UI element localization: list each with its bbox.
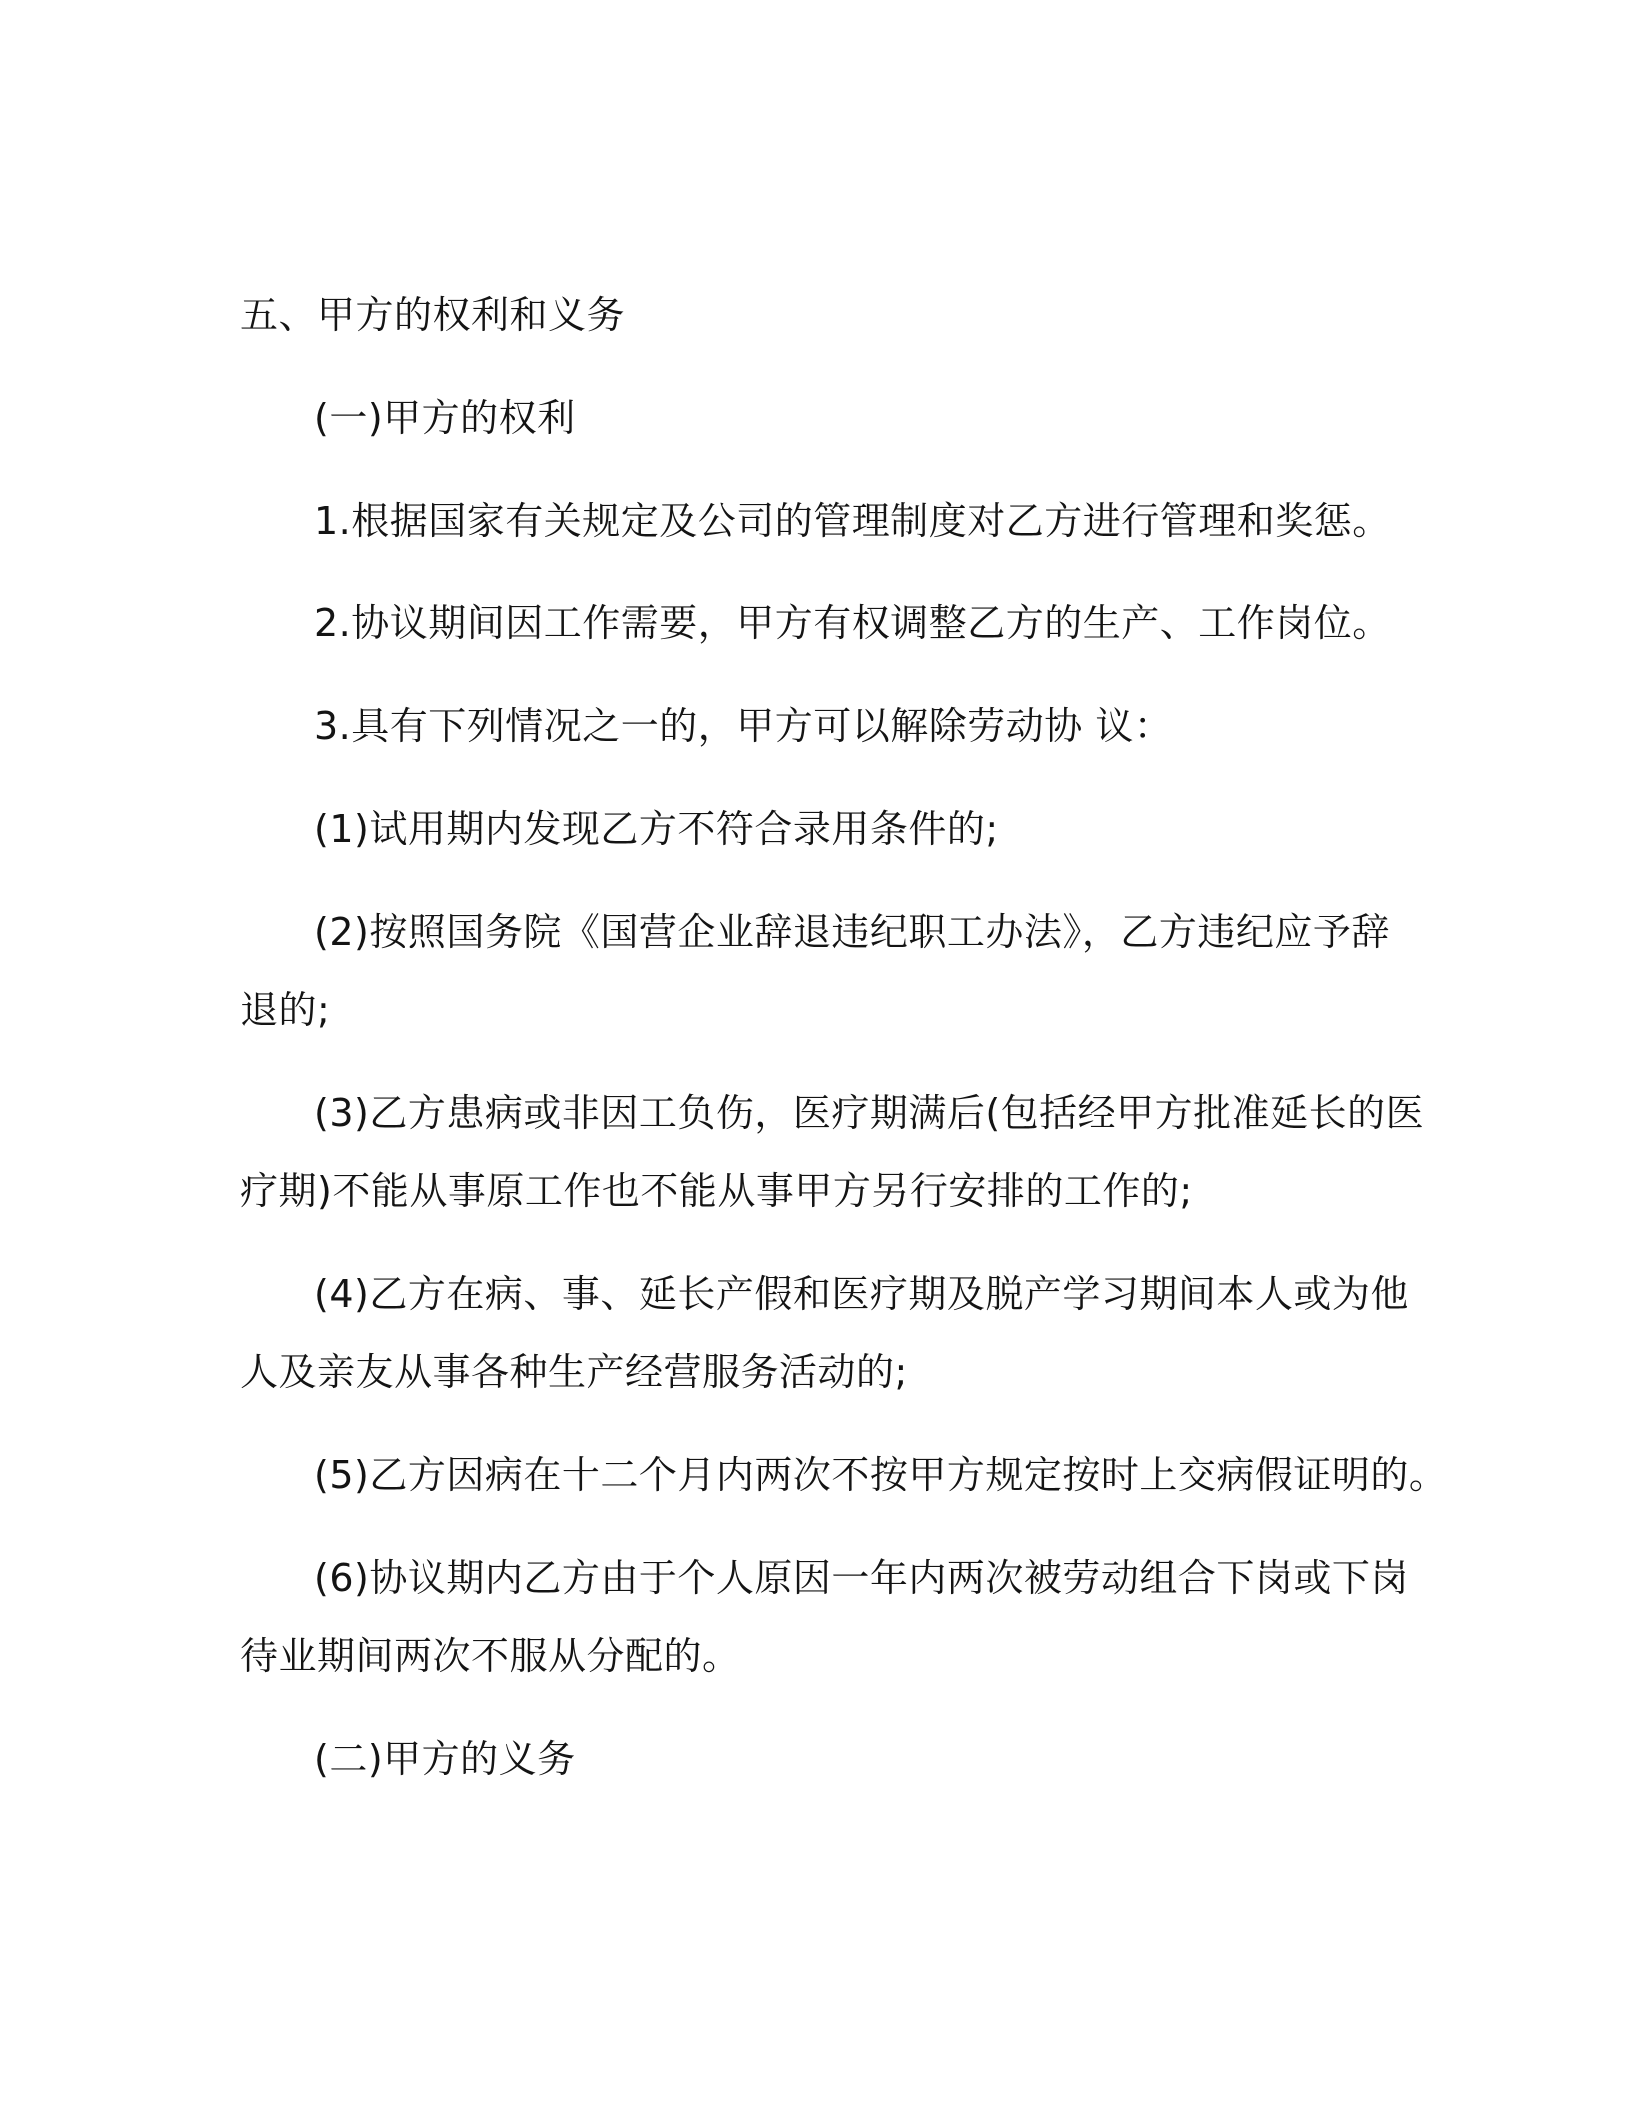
subsection-rights-heading: (一)甲方的权利 [314, 396, 576, 440]
paragraph-sub-1: (1)试用期内发现乙方不符合录用条件的; [314, 807, 999, 851]
paragraph-sub-2-line-2: 退的; [240, 988, 331, 1032]
section-heading: 五、甲方的权利和义务 [240, 293, 626, 337]
paragraph-sub-4-line-1: (4)乙方在病、事、延长产假和医疗期及脱产学习期间本人或为他 [314, 1272, 1409, 1316]
paragraph-sub-6-line-2: 待业期间两次不服从分配的。 [240, 1634, 741, 1678]
paragraph-item-1: 1.根据国家有关规定及公司的管理制度对乙方进行管理和奖惩。 [314, 499, 1391, 543]
paragraph-item-3: 3.具有下列情况之一的，甲方可以解除劳动协 议： [314, 704, 1173, 748]
paragraph-item-2: 2.协议期间因工作需要，甲方有权调整乙方的生产、工作岗位。 [314, 601, 1391, 645]
paragraph-sub-4-line-2: 人及亲友从事各种生产经营服务活动的; [240, 1350, 908, 1394]
paragraph-sub-5: (5)乙方因病在十二个月内两次不按甲方规定按时上交病假证明的。 [314, 1453, 1448, 1497]
paragraph-sub-3-line-1: (3)乙方患病或非因工负伤，医疗期满后(包括经甲方批准延长的医 [314, 1091, 1425, 1135]
subsection-duties-heading: (二)甲方的义务 [314, 1737, 576, 1781]
paragraph-sub-6-line-1: (6)协议期内乙方由于个人原因一年内两次被劳动组合下岗或下岗 [314, 1556, 1409, 1600]
paragraph-sub-3-line-2: 疗期)不能从事原工作也不能从事甲方另行安排的工作的; [240, 1169, 1193, 1213]
paragraph-sub-2-line-1: (2)按照国务院《国营企业辞退违纪职工办法》，乙方违纪应予辞 [314, 910, 1390, 954]
